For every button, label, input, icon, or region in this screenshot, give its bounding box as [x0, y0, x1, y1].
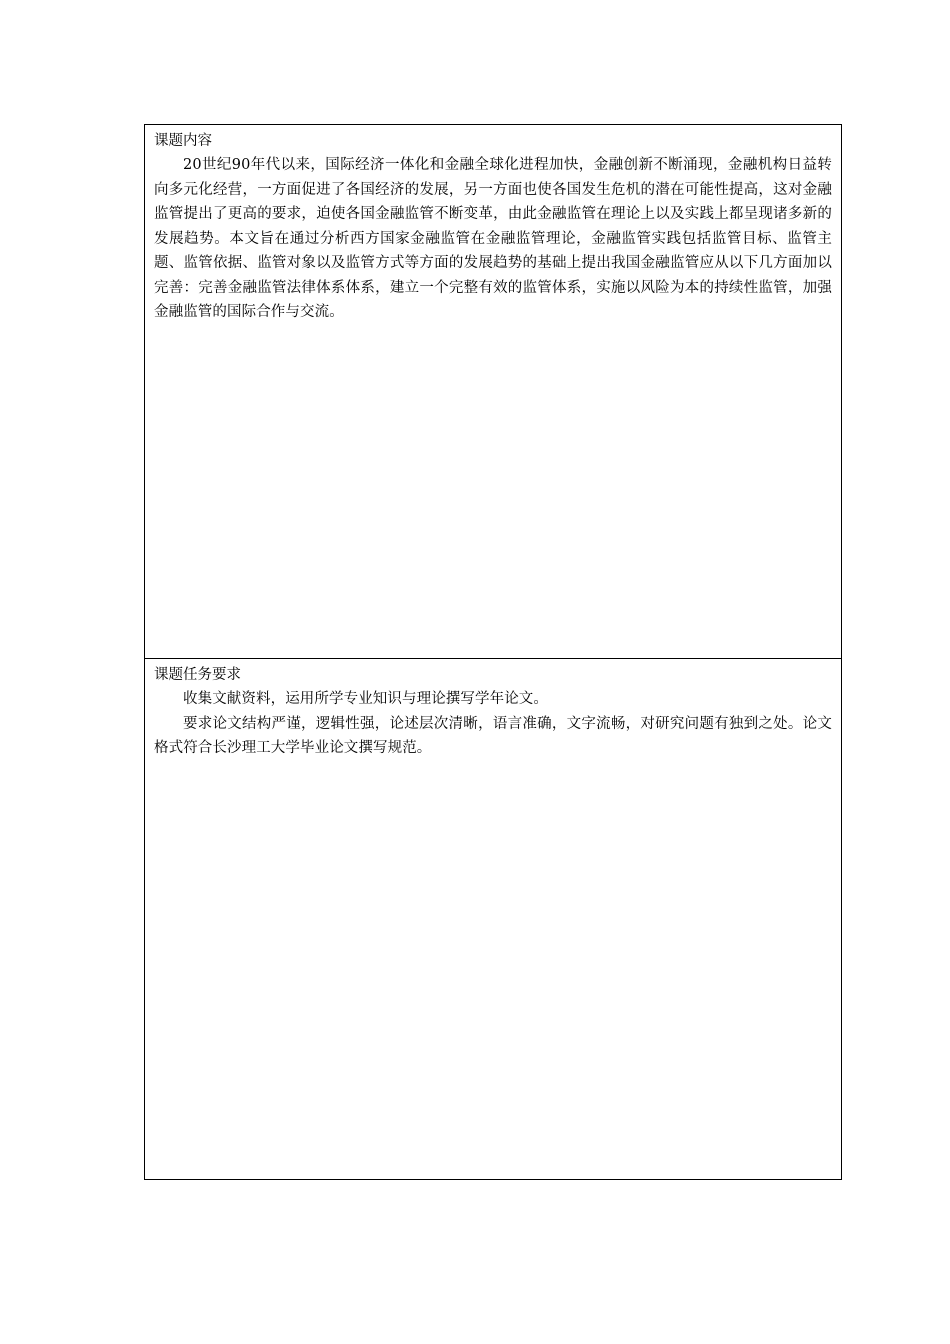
topic-content-cell	[145, 125, 841, 659]
thesis-task-form	[144, 124, 842, 1180]
topic-content-label: 课题内容	[154, 133, 212, 149]
task-requirements-paragraph-1: 收集文献资料，运用所学专业知识与理论撰写学年论文。	[183, 691, 548, 707]
task-requirements-cell	[145, 659, 841, 1179]
task-requirements-paragraph-2: 要求论文结构严谨，逻辑性强，论述层次清晰，语言准确，文字流畅，对研究问题有独到之处。论文格式符合长沙理工大学毕业论文撰写规范。	[154, 715, 832, 756]
topic-content-paragraph: 20世纪90年代以来，国际经济一体化和金融全球化进程加快，金融创新不断涌现，金融机构日益转向多元化经营，一方面促进了各国经济的发展，另一方面也使各国发生危机的潜在可能性提高，这对金融监管提出了更高的要求，迫使各国金融监管不断变革，由此金融监管在理论上以及实践上都呈现诸多新的发展趋势。本文旨在通过分析西方国家金融监管在金融监管理论，金融监管实践包括监管目标、监管主题、监管依据、监管对象以及监管方式等方面的发展趋势的基础上提出我国金融监管应从以下几方面加以完善：完善金融监管法律体系体系，建立一个完整有效的监管体系，实施以风险为本的持续性监管，加强金融监管的国际合作与交流。	[154, 157, 832, 320]
task-requirements-label: 课题任务要求	[154, 667, 241, 683]
